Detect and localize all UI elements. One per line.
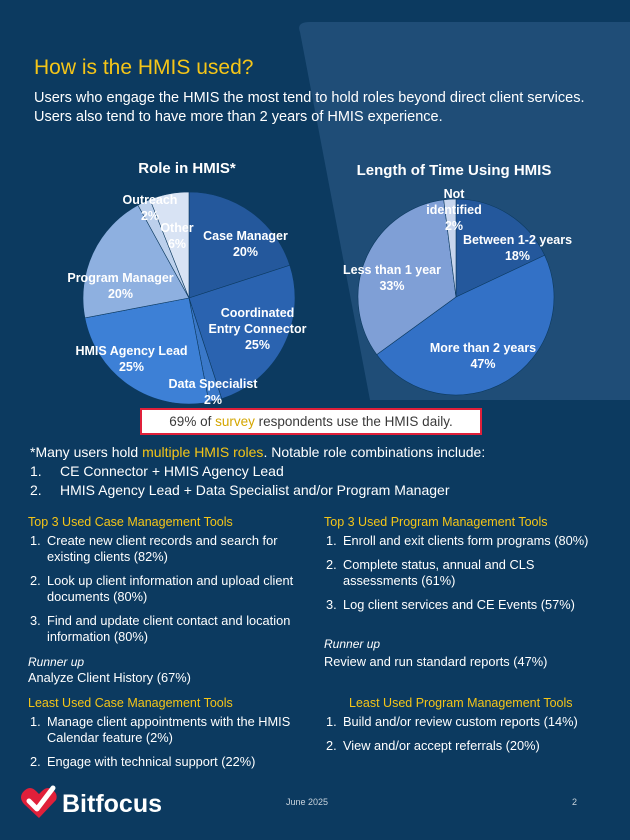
pie-label-less-1: Less than 1 year 33% [343, 263, 441, 293]
pie-label-outreach: Outreach 2% [122, 193, 178, 223]
page-title: How is the HMIS used? [34, 56, 254, 79]
pie-label-not-identified: Not identified 2% [426, 187, 482, 233]
daily-usage-callout: 69% of survey respondents use the HMIS daily. [140, 408, 482, 435]
page-number: 2 [572, 797, 578, 807]
case-least-heading: Least Used Case Management Tools [28, 696, 233, 710]
pie-label-between-1-2: Between 1-2 years 18% [462, 233, 573, 263]
combination-item: 2. HMIS Agency Lead + Data Specialist and/or Program Manager [30, 482, 450, 498]
case-top-heading: Top 3 Used Case Management Tools [28, 515, 233, 529]
combination-item: 1. CE Connector + HMIS Agency Lead [30, 463, 284, 479]
pie-label-data-specialist: Data Specialist 2% [168, 377, 258, 407]
bitfocus-logo-icon [20, 784, 58, 820]
pie-label-more-2: More than 2 years 47% [429, 341, 537, 371]
chart-title-length: Length of Time Using HMIS [356, 162, 552, 179]
list-item: 2. Look up client information and upload client documents (80%) [30, 573, 294, 604]
list-item: 3. Find and update client contact and location information (80%) [30, 613, 291, 644]
pie-label-program-manager: Program Manager 20% [67, 271, 174, 301]
list-item: 1. Create new client records and search for existing clients (82%) [30, 533, 278, 564]
bitfocus-logo-text: Bitfocus [62, 790, 162, 818]
list-item: 2. View and/or accept referrals (20%) [326, 738, 540, 753]
chart-title-role: Role in HMIS* [138, 160, 236, 177]
list-item: 3. Log client services and CE Events (57%) [326, 597, 575, 612]
program-least-heading: Least Used Program Management Tools [349, 696, 573, 710]
pie-label-other: Other 6% [160, 221, 194, 251]
list-item: 2. Engage with technical support (22%) [30, 754, 256, 769]
list-item: 1. Manage client appointments with the HMIS Calendar feature (2%) [30, 714, 291, 745]
program-runner-text: Review and run standard reports (47%) [324, 654, 548, 669]
footer-date: June 2025 [286, 797, 329, 807]
program-top-heading: Top 3 Used Program Management Tools [324, 515, 548, 529]
roles-note: *Many users hold multiple HMIS roles. Notable role combinations include: [30, 444, 486, 460]
list-item: 2. Complete status, annual and CLS assessments (61%) [326, 557, 535, 588]
pie-label-case-manager: Case Manager 20% [203, 229, 288, 259]
program-runner-label: Runner up [324, 637, 381, 651]
pie-label-agency-lead: HMIS Agency Lead 25% [75, 344, 188, 374]
case-runner-text: Analyze Client History (67%) [28, 670, 191, 685]
pie-label-ce-connector: Coordinated Entry Connector 25% [208, 306, 307, 352]
list-item: 1. Enroll and exit clients form programs (80%) [326, 533, 589, 548]
intro-text: Users who engage the HMIS the most tend to hold roles beyond direct client services. Users also tend to have more than 2 years of HMIS experience. [34, 90, 585, 125]
list-item: 1. Build and/or review custom reports (14%) [326, 714, 578, 729]
case-runner-label: Runner up [28, 655, 85, 669]
